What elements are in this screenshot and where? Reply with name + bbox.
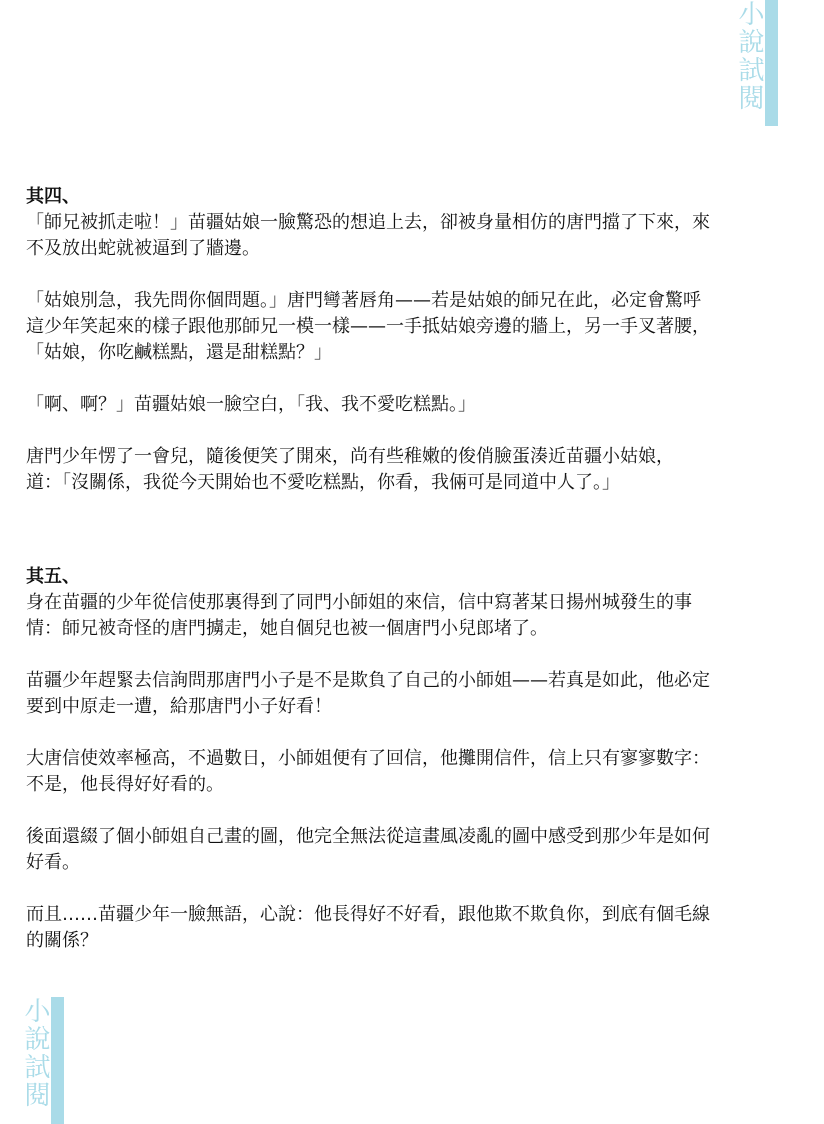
side-tab-bar [51, 997, 64, 1124]
paragraph: 「姑娘別急，我先問你個問題。」唐門彎著唇角——若是姑娘的師兄在此，必定會驚呼 這少年笑起來的樣子跟他那師兄一模一樣——一手抵姑娘旁邊的牆上，另一手叉著腰， 「姑娘，你吃鹹糕點，還是甜糕點？」 [26, 290, 710, 363]
paragraph: 大唐信使效率極高，不過數日，小師姐便有了回信，他攤開信件，信上只有寥寥數字： 不是，他長得好好看的。 [26, 748, 710, 795]
paragraph: 苗疆少年趕緊去信詢問那唐門小子是不是欺負了自己的小師姐——若真是如此，他必定 要到中原走一遭，給那唐門小子好看！ [26, 670, 710, 717]
section-heading: 其五、 [26, 566, 80, 587]
paragraph: 「師兄被抓走啦！」苗疆姑娘一臉驚恐的想追上去，卻被身量相仿的唐門擋了下來，來 不及放出蛇就被逼到了牆邊。 [26, 212, 710, 259]
paragraph: 而且……苗疆少年一臉無語，心說：他長得好不好看，跟他欺不欺負你，到底有個毛線 的關係？ [26, 904, 710, 951]
section-four [26, 184, 796, 522]
side-tab-label: 小說試閱 [734, 0, 764, 112]
paragraph: 「啊、啊？」苗疆姑娘一臉空白，「我、我不愛吃糕點。」 [26, 394, 476, 415]
paragraph: 身在苗疆的少年從信使那裏得到了同門小師姐的來信，信中寫著某日揚州城發生的事 情：師兄被奇怪的唐門擄走，她自個兒也被一個唐門小兒郎堵了。 [26, 592, 692, 639]
side-tab-top [736, 0, 778, 126]
paragraph: 後面還綴了個小師姐自己畫的圖，他完全無法從這畫風凌亂的圖中感受到那少年是如何 好看。 [26, 826, 710, 873]
paragraph: 唐門少年愣了一會兒，隨後便笑了開來，尚有些稚嫩的俊俏臉蛋湊近苗疆小姑娘， 道：「沒關係，我從今天開始也不愛吃糕點，你看，我倆可是同道中人了。」 [26, 446, 674, 493]
section-five [26, 564, 796, 980]
section-heading: 其四、 [26, 186, 80, 207]
side-tab-bottom [22, 997, 64, 1124]
side-tab-bar [765, 0, 778, 126]
side-tab-label: 小說試閱 [20, 997, 50, 1109]
